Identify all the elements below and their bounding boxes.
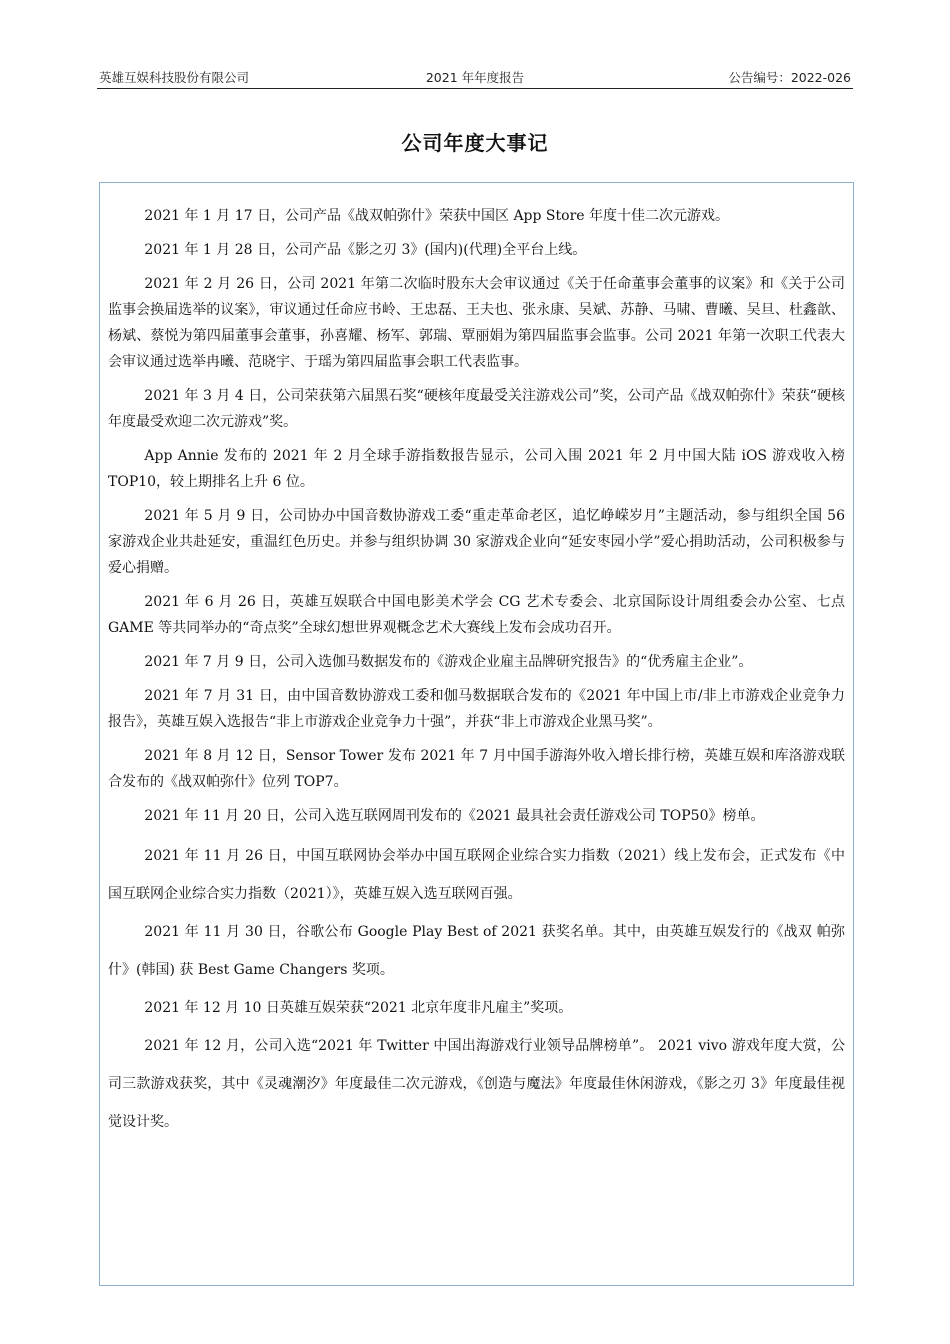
header-company-name: 英雄互娱科技股份有限公司 [99,70,250,85]
event-item: 2021 年 11 月 30 日，谷歌公布 Google Play Best of 2021 获奖名单。其中，由英雄互娱发行的《战双 帕弥什》(韩国) 获 Best Game Changers 奖项。 [108,924,845,978]
header-notice-number: 公告编号：2022-026 [728,70,851,85]
event-item: 2021 年 12 月 10 日英雄互娱荣获“2021 北京年度非凡雇主”奖项。 [144,1000,573,1016]
events-list [108,203,845,1141]
page-title: 公司年度大事记 [401,131,549,155]
event-item: 2021 年 3 月 4 日，公司荣获第六届黑石奖“硬核年度最受关注游戏公司”奖，公司产品《战双帕弥什》荣获“硬核年度最受欢迎二次元游戏”奖。 [108,388,845,430]
event-item: App Annie 发布的 2021 年 2 月全球手游指数报告显示，公司入围 2021 年 2 月中国大陆 iOS 游戏收入榜 TOP10，较上期排名上升 6 位。 [108,448,845,490]
event-item: 2021 年 7 月 9 日，公司入选伽马数据发布的《游戏企业雇主品牌研究报告》的“优秀雇主企业”。 [144,654,753,670]
event-item: 2021 年 7 月 31 日，由中国音数协游戏工委和伽马数据联合发布的《2021 年中国上市/非上市游戏企业竞争力报告》，英雄互娱入选报告“非上市游戏企业竞争力十强”，并获“非上市游戏企业黑马奖”。 [108,688,845,730]
event-item: 2021 年 2 月 26 日，公司 2021 年第二次临时股东大会审议通过《关于任命董事会董事的议案》和《关于公司监事会换届选举的议案》，审议通过任命应书岭、王忠磊、王夫也、张永康、吴斌、苏静、马啸、曹曦、吴旦、杜鑫歆、杨斌、蔡悦为第四届董事会董事，孙喜耀、杨军、郭瑞、覃丽娟为第四届监事会监事。公司 2021 年第一次职工代表大会审议通过选举冉曦、范晓宇、于瑶为第四届监事会职工代表监事。 [108,276,845,370]
page-header [97,66,853,89]
event-item: 2021 年 11 月 26 日，中国互联网协会举办中国互联网企业综合实力指数（2021）线上发布会，正式发布《中国互联网企业综合实力指数（2021）》，英雄互娱入选互联网百强。 [108,848,845,902]
event-item: 2021 年 1 月 17 日，公司产品《战双帕弥什》荣获中国区 App Store 年度十佳二次元游戏。 [144,208,729,224]
header-report-title: 2021 年年度报告 [425,70,525,85]
event-item: 2021 年 1 月 28 日，公司产品《影之刃 3》(国内)(代理)全平台上线。 [144,242,587,258]
event-item: 2021 年 6 月 26 日，英雄互娱联合中国电影美术学会 CG 艺术专委会、北京国际设计周组委会办公室、七点 GAME 等共同举办的“奇点奖”全球幻想世界观概念艺术大赛线上发布会成功召开。 [108,594,845,636]
events-box [99,182,854,1286]
event-item: 2021 年 11 月 20 日，公司入选互联网周刊发布的《2021 最具社会责任游戏公司 TOP50》榜单。 [144,808,765,824]
event-item: 2021 年 12 月，公司入选“2021 年 Twitter 中国出海游戏行业领导品牌榜单”。 2021 vivo 游戏年度大赏，公司三款游戏获奖，其中《灵魂潮汐》年度最佳二次元游戏，《创造与魔法》年度最佳休闲游戏，《影之刃 3》年度最佳视觉设计奖。 [108,1038,845,1130]
event-item: 2021 年 5 月 9 日，公司协办中国音数协游戏工委“重走革命老区，追忆峥嵘岁月”主题活动，参与组织全国 56 家游戏企业共赴延安，重温红色历史。并参与组织协调 30 家游戏企业向“延安枣园小学”爱心捐助活动，公司积极参与爱心捐赠。 [108,508,845,576]
event-item: 2021 年 8 月 12 日，Sensor Tower 发布 2021 年 7 月中国手游海外收入增长排行榜，英雄互娱和库洛游戏联合发布的《战双帕弥什》位列 TOP7。 [108,748,845,790]
